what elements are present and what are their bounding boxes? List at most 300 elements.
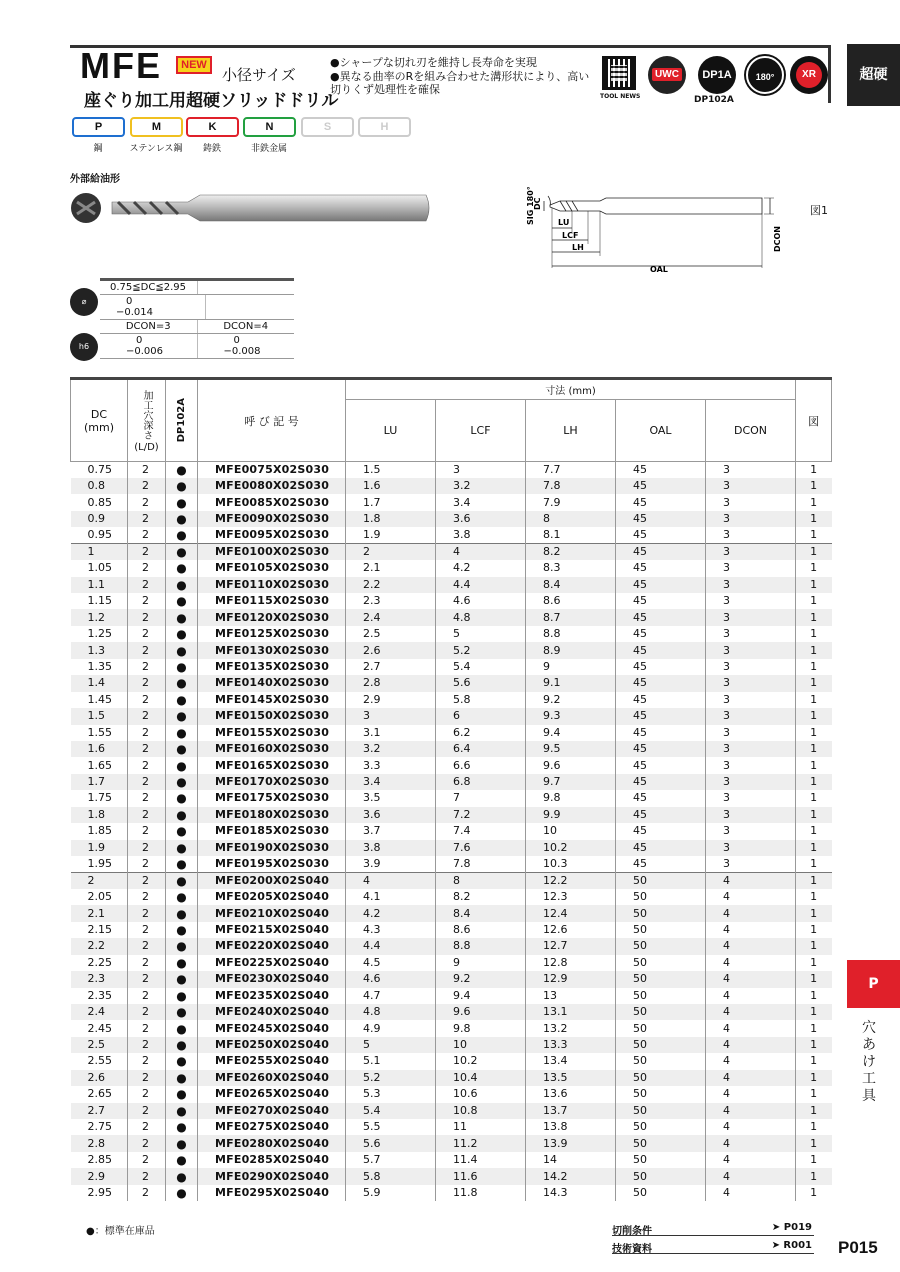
cell-code: MFE0075X02S030 bbox=[198, 462, 346, 478]
cell-ld: 2 bbox=[128, 905, 166, 921]
cell-lh: 9.8 bbox=[526, 790, 616, 806]
cell-dcon: 3 bbox=[706, 840, 796, 856]
cell-lcf: 10.6 bbox=[436, 1086, 526, 1102]
cell-lh: 13.6 bbox=[526, 1086, 616, 1102]
dp102a-label: DP102A bbox=[694, 95, 734, 105]
material-chip-k: K bbox=[186, 117, 239, 137]
cell-stock: ● bbox=[166, 741, 198, 757]
cell-fig: 1 bbox=[796, 971, 832, 987]
cell-ld: 2 bbox=[128, 1103, 166, 1119]
cell-fig: 1 bbox=[796, 741, 832, 757]
cell-ld: 2 bbox=[128, 675, 166, 691]
cell-oal: 45 bbox=[616, 544, 706, 560]
ref1-label: 切削条件 bbox=[612, 1226, 652, 1237]
cell-lcf: 5.6 bbox=[436, 675, 526, 691]
cell-ld: 2 bbox=[128, 1152, 166, 1168]
cell-code: MFE0125X02S030 bbox=[198, 626, 346, 642]
cell-dcon: 3 bbox=[706, 511, 796, 527]
cell-lh: 9.5 bbox=[526, 741, 616, 757]
cell-lu: 2 bbox=[346, 544, 436, 560]
cell-code: MFE0155X02S030 bbox=[198, 725, 346, 741]
table-row bbox=[71, 872, 832, 888]
col-ld-header bbox=[128, 379, 166, 462]
cell-oal: 45 bbox=[616, 708, 706, 724]
cell-lh: 14.3 bbox=[526, 1185, 616, 1201]
material-chip-s: S bbox=[301, 117, 354, 137]
cell-lcf: 5.2 bbox=[436, 642, 526, 658]
cell-ld: 2 bbox=[128, 577, 166, 593]
cell-lh: 7.7 bbox=[526, 462, 616, 478]
cell-dcon: 4 bbox=[706, 1086, 796, 1102]
cell-dc: 1.4 bbox=[71, 675, 128, 691]
tol-row-dc bbox=[100, 295, 294, 320]
table-row bbox=[71, 1020, 832, 1036]
cell-ld: 2 bbox=[128, 840, 166, 856]
tol-dcon4-upper: 0 bbox=[233, 335, 240, 346]
cell-ld: 2 bbox=[128, 462, 166, 478]
cell-lh: 8 bbox=[526, 511, 616, 527]
cell-code: MFE0245X02S040 bbox=[198, 1020, 346, 1036]
cell-ld: 2 bbox=[128, 955, 166, 971]
cell-lu: 4.2 bbox=[346, 905, 436, 921]
cell-lcf: 5.8 bbox=[436, 692, 526, 708]
table-row bbox=[71, 642, 832, 658]
cell-ld: 2 bbox=[128, 1119, 166, 1135]
cell-dcon: 3 bbox=[706, 609, 796, 625]
cell-code: MFE0255X02S040 bbox=[198, 1053, 346, 1069]
tol-row-dcon-head bbox=[100, 320, 294, 334]
cell-stock: ● bbox=[166, 593, 198, 609]
cell-lcf: 11.6 bbox=[436, 1168, 526, 1184]
cell-dc: 2.4 bbox=[71, 1004, 128, 1020]
cell-dc: 2.75 bbox=[71, 1119, 128, 1135]
lh-label: LH bbox=[572, 243, 584, 252]
cell-dcon: 3 bbox=[706, 659, 796, 675]
lcf-label: LCF bbox=[562, 231, 579, 240]
cell-lu: 4.1 bbox=[346, 889, 436, 905]
cell-lu: 5.1 bbox=[346, 1053, 436, 1069]
cell-oal: 45 bbox=[616, 692, 706, 708]
qr-label: TOOL NEWS bbox=[600, 93, 641, 100]
cell-fig: 1 bbox=[810, 791, 818, 805]
cell-dcon: 3 bbox=[706, 725, 796, 741]
cell-lu: 3.2 bbox=[346, 741, 436, 757]
cell-dcon: 3 bbox=[706, 790, 796, 806]
cell-lh: 8.3 bbox=[526, 560, 616, 576]
cell-dc: 1.95 bbox=[71, 856, 128, 872]
cell-fig: 1 bbox=[810, 1153, 818, 1167]
tol-dcon3: DCON=3 bbox=[125, 321, 171, 332]
cell-dcon: 3 bbox=[706, 675, 796, 691]
col-lcf-header: LCF bbox=[436, 400, 526, 462]
cell-oal: 50 bbox=[616, 1086, 706, 1102]
cell-stock: ● bbox=[166, 988, 198, 1004]
ref-technical-data[interactable] bbox=[612, 1240, 814, 1254]
material-chip-m: M bbox=[130, 117, 183, 137]
dp1a-coating-icon: DP1A bbox=[698, 56, 736, 94]
col-dcon-header: DCON bbox=[706, 400, 796, 462]
cell-fig: 1 bbox=[810, 495, 818, 509]
cell-dc: 1.65 bbox=[71, 757, 128, 773]
cell-oal: 45 bbox=[616, 856, 706, 872]
cell-code: MFE0280X02S040 bbox=[198, 1135, 346, 1151]
cell-stock: ● bbox=[166, 1037, 198, 1053]
cell-dc: 1.2 bbox=[71, 609, 128, 625]
cell-oal: 50 bbox=[616, 1103, 706, 1119]
uwc-coating-icon bbox=[648, 56, 686, 94]
cell-oal: 45 bbox=[616, 609, 706, 625]
cell-dc: 2.25 bbox=[71, 955, 128, 971]
cell-oal: 45 bbox=[616, 494, 706, 510]
table-row bbox=[71, 725, 832, 741]
table-row bbox=[71, 626, 832, 642]
table-row bbox=[71, 1037, 832, 1053]
cell-lh: 10 bbox=[526, 823, 616, 839]
cell-lu: 3.7 bbox=[346, 823, 436, 839]
cell-lh: 13.3 bbox=[526, 1037, 616, 1053]
cell-lh: 9.6 bbox=[526, 757, 616, 773]
cell-code: MFE0130X02S030 bbox=[198, 642, 346, 658]
cell-dcon: 4 bbox=[706, 938, 796, 954]
cell-oal: 50 bbox=[616, 1152, 706, 1168]
cell-fig: 1 bbox=[796, 840, 832, 856]
side-tab-p[interactable]: P bbox=[847, 960, 900, 1008]
figure-label: 図1 bbox=[810, 204, 828, 217]
cell-oal: 50 bbox=[616, 955, 706, 971]
cell-code: MFE0175X02S030 bbox=[198, 790, 346, 806]
cell-lh: 8.6 bbox=[526, 593, 616, 609]
cell-fig: 1 bbox=[810, 1087, 818, 1101]
cell-lu: 3.3 bbox=[346, 757, 436, 773]
cell-fig: 1 bbox=[796, 1070, 832, 1086]
feature-1: ●シャープな切れ刃を維持し長寿命を実現 bbox=[330, 56, 537, 69]
tolerance-table bbox=[100, 278, 294, 359]
cell-lh: 13.7 bbox=[526, 1103, 616, 1119]
cell-dcon: 4 bbox=[706, 1152, 796, 1168]
cell-lh: 10.3 bbox=[526, 856, 616, 872]
cell-stock: ● bbox=[166, 1020, 198, 1036]
col-dc-header bbox=[71, 379, 128, 462]
cell-oal: 45 bbox=[616, 511, 706, 527]
col-ld-label: 加工穴深さ bbox=[141, 390, 152, 440]
cell-lcf: 11 bbox=[436, 1119, 526, 1135]
ref1-page-link[interactable]: ➤ P019 bbox=[771, 1222, 812, 1233]
cell-code: MFE0220X02S040 bbox=[198, 938, 346, 954]
cell-ld: 2 bbox=[128, 988, 166, 1004]
table-row bbox=[71, 741, 832, 757]
cell-stock: ● bbox=[166, 1086, 198, 1102]
cell-dcon: 3 bbox=[706, 494, 796, 510]
cell-lcf: 8 bbox=[436, 872, 526, 888]
tol-dc-lower: −0.014 bbox=[116, 307, 154, 318]
cell-lcf: 4.4 bbox=[436, 577, 526, 593]
cell-lcf: 7.6 bbox=[436, 840, 526, 856]
cell-stock: ● bbox=[166, 527, 198, 543]
cell-fig: 1 bbox=[796, 675, 832, 691]
cell-oal: 45 bbox=[616, 757, 706, 773]
cell-stock: ● bbox=[166, 462, 198, 478]
cell-oal: 45 bbox=[616, 725, 706, 741]
cell-lh: 9.1 bbox=[526, 675, 616, 691]
table-row bbox=[71, 757, 832, 773]
table-row bbox=[71, 494, 832, 510]
cell-ld: 2 bbox=[128, 1070, 166, 1086]
cell-ld: 2 bbox=[128, 1020, 166, 1036]
cell-dc: 0.75 bbox=[71, 462, 128, 478]
cell-lh: 9 bbox=[526, 659, 616, 675]
cell-lcf: 4 bbox=[436, 544, 526, 560]
table-row bbox=[71, 905, 832, 921]
cell-lh: 13.4 bbox=[526, 1053, 616, 1069]
table-row bbox=[71, 889, 832, 905]
cell-lu: 4.3 bbox=[346, 922, 436, 938]
cell-stock: ● bbox=[166, 807, 198, 823]
cell-dcon: 3 bbox=[706, 642, 796, 658]
cell-dc: 1 bbox=[71, 544, 128, 560]
cell-ld: 2 bbox=[128, 872, 166, 888]
col-dc-label: DC bbox=[90, 407, 108, 421]
material-chip-p: P bbox=[72, 117, 125, 137]
cell-dcon: 3 bbox=[706, 741, 796, 757]
cell-oal: 50 bbox=[616, 1135, 706, 1151]
cell-lh: 12.9 bbox=[526, 971, 616, 987]
cell-stock: ● bbox=[166, 774, 198, 790]
cell-code: MFE0185X02S030 bbox=[198, 823, 346, 839]
drill-body bbox=[112, 195, 429, 221]
table-row bbox=[71, 840, 832, 856]
col-oal-header: OAL bbox=[616, 400, 706, 462]
cell-code: MFE0145X02S030 bbox=[198, 692, 346, 708]
tol-range: 0.75≦DC≦2.95 bbox=[110, 282, 186, 293]
cell-lu: 5.4 bbox=[346, 1103, 436, 1119]
cell-lh: 14 bbox=[526, 1152, 616, 1168]
table-row bbox=[71, 1168, 832, 1184]
cell-lcf: 11.4 bbox=[436, 1152, 526, 1168]
cell-ld: 2 bbox=[128, 807, 166, 823]
drawing-flutes bbox=[560, 201, 578, 211]
cell-dcon: 3 bbox=[706, 823, 796, 839]
cell-stock: ● bbox=[166, 1053, 198, 1069]
cell-ld: 2 bbox=[128, 494, 166, 510]
cell-lcf: 4.6 bbox=[436, 593, 526, 609]
cell-dcon: 4 bbox=[706, 1103, 796, 1119]
cell-dcon: 4 bbox=[706, 1168, 796, 1184]
cell-lh: 9.9 bbox=[526, 807, 616, 823]
feature-2: ●異なる曲率のRを組み合わせた溝形状により、高い切りくず処理性を確保 bbox=[330, 70, 590, 96]
cell-lcf: 8.4 bbox=[436, 905, 526, 921]
cell-lu: 2.2 bbox=[346, 577, 436, 593]
cell-stock: ● bbox=[166, 1070, 198, 1086]
table-row bbox=[71, 462, 832, 478]
dcon-label: DCON bbox=[773, 225, 782, 252]
cell-ld: 2 bbox=[128, 511, 166, 527]
dc-label: DC bbox=[533, 197, 542, 210]
cell-dc: 1.15 bbox=[71, 593, 128, 609]
ref-cutting-conditions[interactable] bbox=[612, 1222, 814, 1236]
cell-lh: 9.3 bbox=[526, 708, 616, 724]
cell-stock: ● bbox=[166, 905, 198, 921]
cell-code: MFE0115X02S030 bbox=[198, 593, 346, 609]
cell-dcon: 3 bbox=[706, 593, 796, 609]
cell-lu: 1.5 bbox=[346, 462, 436, 478]
cell-lcf: 6 bbox=[436, 708, 526, 724]
diameter-tolerance-icon: ⌀ bbox=[70, 288, 98, 316]
cell-ld: 2 bbox=[128, 971, 166, 987]
table-row bbox=[71, 1135, 832, 1151]
cell-ld: 2 bbox=[128, 1004, 166, 1020]
lu-label: LU bbox=[558, 218, 570, 227]
cell-code: MFE0200X02S040 bbox=[198, 872, 346, 888]
cell-stock: ● bbox=[166, 626, 198, 642]
cell-lh: 7.8 bbox=[526, 478, 616, 494]
tol-dcon3-value bbox=[100, 334, 197, 358]
cell-dc: 1.5 bbox=[71, 708, 128, 724]
qr-code-icon[interactable] bbox=[602, 56, 636, 90]
cell-code: MFE0105X02S030 bbox=[198, 560, 346, 576]
table-row bbox=[71, 988, 832, 1004]
cell-dcon: 4 bbox=[706, 1053, 796, 1069]
tol-dcon3-upper: 0 bbox=[136, 335, 143, 346]
category-tab-carbide[interactable]: 超硬 bbox=[847, 44, 900, 106]
cell-dc: 0.85 bbox=[71, 494, 128, 510]
tol-empty bbox=[197, 281, 295, 294]
cell-fig: 1 bbox=[796, 478, 832, 494]
product-table-body bbox=[71, 462, 832, 1202]
cell-lh: 13.2 bbox=[526, 1020, 616, 1036]
shank-h6-icon: h6 bbox=[70, 333, 98, 361]
cell-lu: 1.8 bbox=[346, 511, 436, 527]
cell-ld: 2 bbox=[128, 938, 166, 954]
cell-oal: 45 bbox=[616, 790, 706, 806]
drill-product-image bbox=[68, 188, 448, 228]
cell-stock: ● bbox=[166, 675, 198, 691]
cell-stock: ● bbox=[166, 1004, 198, 1020]
sig-label: SIG 180° bbox=[526, 186, 535, 225]
cell-dcon: 3 bbox=[706, 626, 796, 642]
cell-fig: 1 bbox=[810, 594, 818, 608]
cell-code: MFE0235X02S040 bbox=[198, 988, 346, 1004]
cell-dcon: 4 bbox=[706, 955, 796, 971]
cell-code: MFE0230X02S040 bbox=[198, 971, 346, 987]
cell-lu: 1.9 bbox=[346, 527, 436, 543]
cell-code: MFE0225X02S040 bbox=[198, 955, 346, 971]
cell-fig: 1 bbox=[796, 1004, 832, 1020]
cell-oal: 45 bbox=[616, 840, 706, 856]
cell-fig: 1 bbox=[810, 988, 818, 1002]
table-row bbox=[71, 823, 832, 839]
cell-dc: 2.85 bbox=[71, 1152, 128, 1168]
cell-lcf: 3 bbox=[436, 462, 526, 478]
cell-lh: 7.9 bbox=[526, 494, 616, 510]
cell-oal: 50 bbox=[616, 1185, 706, 1201]
cell-dc: 1.05 bbox=[71, 560, 128, 576]
cell-lh: 8.9 bbox=[526, 642, 616, 658]
cell-lh: 14.2 bbox=[526, 1168, 616, 1184]
cell-oal: 50 bbox=[616, 938, 706, 954]
side-category-drilling: 穴あけ工具 bbox=[862, 1020, 876, 1104]
cell-lcf: 3.2 bbox=[436, 478, 526, 494]
material-label-n: 非鉄金属 bbox=[250, 144, 287, 154]
cell-stock: ● bbox=[166, 1152, 198, 1168]
cell-lu: 2.6 bbox=[346, 642, 436, 658]
cell-lcf: 3.4 bbox=[436, 494, 526, 510]
table-row bbox=[71, 593, 832, 609]
cell-fig: 1 bbox=[810, 659, 818, 673]
cell-oal: 50 bbox=[616, 889, 706, 905]
cell-stock: ● bbox=[166, 692, 198, 708]
tol-empty-2 bbox=[205, 295, 295, 319]
table-row bbox=[71, 1185, 832, 1201]
cell-stock: ● bbox=[166, 544, 198, 560]
cell-dcon: 4 bbox=[706, 1185, 796, 1201]
tol-row-dcon-values bbox=[100, 334, 294, 359]
cell-lh: 13.1 bbox=[526, 1004, 616, 1020]
cell-stock: ● bbox=[166, 922, 198, 938]
cell-lu: 3.1 bbox=[346, 725, 436, 741]
cell-lh: 8.7 bbox=[526, 609, 616, 625]
cell-ld: 2 bbox=[128, 1086, 166, 1102]
cell-lh: 10.2 bbox=[526, 840, 616, 856]
cell-stock: ● bbox=[166, 790, 198, 806]
cell-dc: 2.05 bbox=[71, 889, 128, 905]
cell-oal: 45 bbox=[616, 593, 706, 609]
cell-dc: 1.35 bbox=[71, 659, 128, 675]
dimension-drawing bbox=[500, 180, 840, 280]
cell-oal: 50 bbox=[616, 1053, 706, 1069]
cell-code: MFE0080X02S030 bbox=[198, 478, 346, 494]
cell-fig: 1 bbox=[796, 938, 832, 954]
cell-fig: 1 bbox=[810, 462, 818, 476]
page-number: P015 bbox=[838, 1238, 878, 1257]
cell-lh: 12.6 bbox=[526, 922, 616, 938]
cell-code: MFE0165X02S030 bbox=[198, 757, 346, 773]
cell-dc: 1.25 bbox=[71, 626, 128, 642]
table-row bbox=[71, 1119, 832, 1135]
table-row bbox=[71, 1004, 832, 1020]
tol-dc-upper: 0 bbox=[126, 296, 133, 307]
cell-dc: 2.9 bbox=[71, 1168, 128, 1184]
cell-code: MFE0270X02S040 bbox=[198, 1103, 346, 1119]
cell-code: MFE0100X02S030 bbox=[198, 544, 346, 560]
cell-lh: 8.2 bbox=[526, 544, 616, 560]
cell-lh: 9.2 bbox=[526, 692, 616, 708]
cell-oal: 45 bbox=[616, 774, 706, 790]
cell-stock: ● bbox=[166, 708, 198, 724]
cell-dcon: 4 bbox=[706, 1070, 796, 1086]
cell-stock: ● bbox=[166, 889, 198, 905]
cell-oal: 50 bbox=[616, 905, 706, 921]
cell-dcon: 4 bbox=[706, 1004, 796, 1020]
cell-dc: 1.6 bbox=[71, 741, 128, 757]
cell-oal: 45 bbox=[616, 741, 706, 757]
cell-ld: 2 bbox=[128, 626, 166, 642]
table-row bbox=[71, 938, 832, 954]
cell-stock: ● bbox=[166, 971, 198, 987]
cell-lcf: 8.2 bbox=[436, 889, 526, 905]
cell-dcon: 4 bbox=[706, 889, 796, 905]
cell-lu: 1.7 bbox=[346, 494, 436, 510]
ref2-page-link[interactable]: ➤ R001 bbox=[771, 1240, 812, 1251]
cell-dc: 1.8 bbox=[71, 807, 128, 823]
cell-lu: 1.6 bbox=[346, 478, 436, 494]
cell-stock: ● bbox=[166, 955, 198, 971]
table-row bbox=[71, 708, 832, 724]
cell-dcon: 3 bbox=[706, 462, 796, 478]
cell-dcon: 4 bbox=[706, 971, 796, 987]
cell-stock: ● bbox=[166, 856, 198, 872]
table-row bbox=[71, 609, 832, 625]
col-lu-header: LU bbox=[346, 400, 436, 462]
